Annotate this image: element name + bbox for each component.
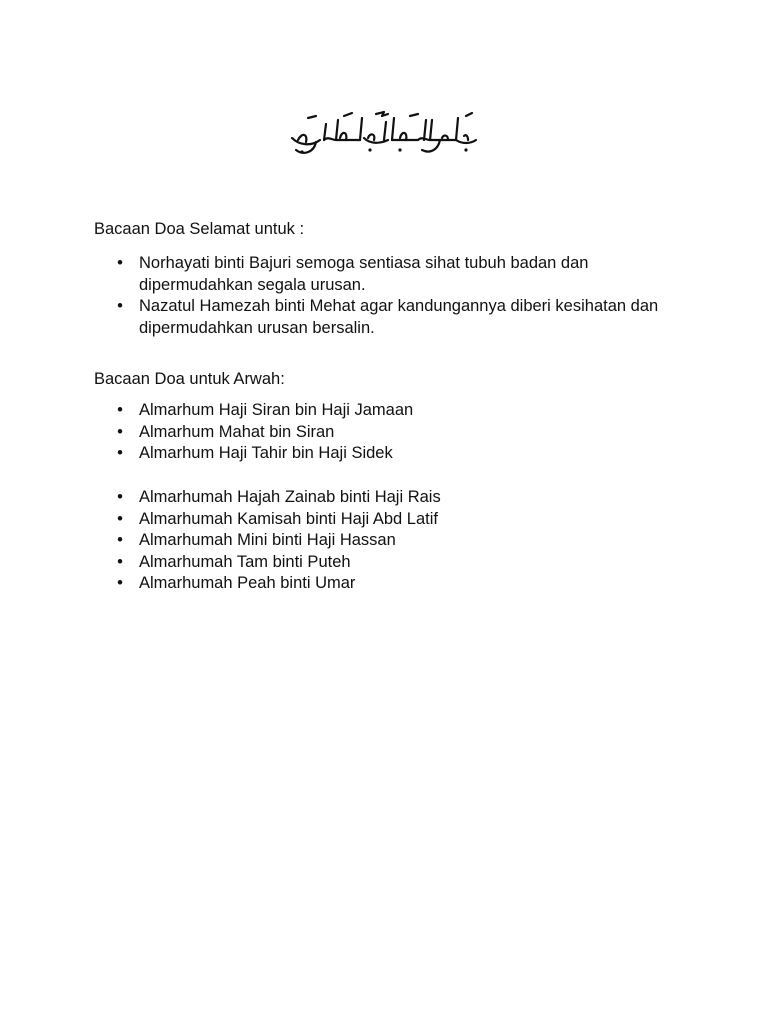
list-item [94,487,694,509]
list-item [94,552,694,574]
list-item [94,443,694,465]
list-item-text: Almarhum Haji Siran bin Haji Jamaan [139,401,414,419]
list-item [94,530,694,552]
bullet-icon: • [117,422,123,441]
list-item [94,509,694,531]
list-item-text: Nazatul Hamezah binti Mehat agar kandungannya diberi kesihatan dan dipermudahkan urusan bersalin. [139,297,659,337]
basmala-calligraphy-image [280,110,480,160]
list-item-text: Norhayati binti Bajuri semoga sentiasa sihat tubuh badan dan dipermudahkan segala urusan. [139,254,589,294]
list-item [94,253,694,296]
bullet-icon: • [117,552,123,571]
list-item [94,400,694,422]
list-item-text: Almarhumah Peah binti Umar [139,574,356,592]
list-item-text: Almarhumah Tam binti Puteh [139,552,351,571]
list-item-text: Almarhumah Kamisah binti Haji Abd Latif [139,509,438,528]
bullet-icon: • [117,444,123,462]
list-item-text: Almarhumah Hajah Zainab binti Haji Rais [139,488,441,506]
list-arwah-almarhum [94,400,694,465]
heading-doa-selamat: Bacaan Doa Selamat untuk : [94,220,305,238]
list-item [94,296,694,339]
list-doa-selamat [94,253,694,339]
list-item-text: Almarhum Mahat bin Siran [139,422,335,441]
bullet-icon: • [117,531,123,549]
list-item [94,573,694,595]
list-arwah-almarhumah [94,487,694,595]
bullet-icon: • [117,574,123,592]
list-item [94,422,694,444]
list-item-text: Almarhum Haji Tahir bin Haji Sidek [139,444,393,462]
heading-doa-arwah: Bacaan Doa untuk Arwah: [94,370,285,388]
list-item-text: Almarhumah Mini binti Haji Hassan [139,531,396,549]
bullet-icon: • [117,488,123,506]
basmala-calligraphy [280,110,480,160]
bullet-icon: • [117,254,123,272]
bullet-icon: • [117,509,123,528]
bullet-icon: • [117,297,123,315]
bullet-icon: • [117,401,123,419]
